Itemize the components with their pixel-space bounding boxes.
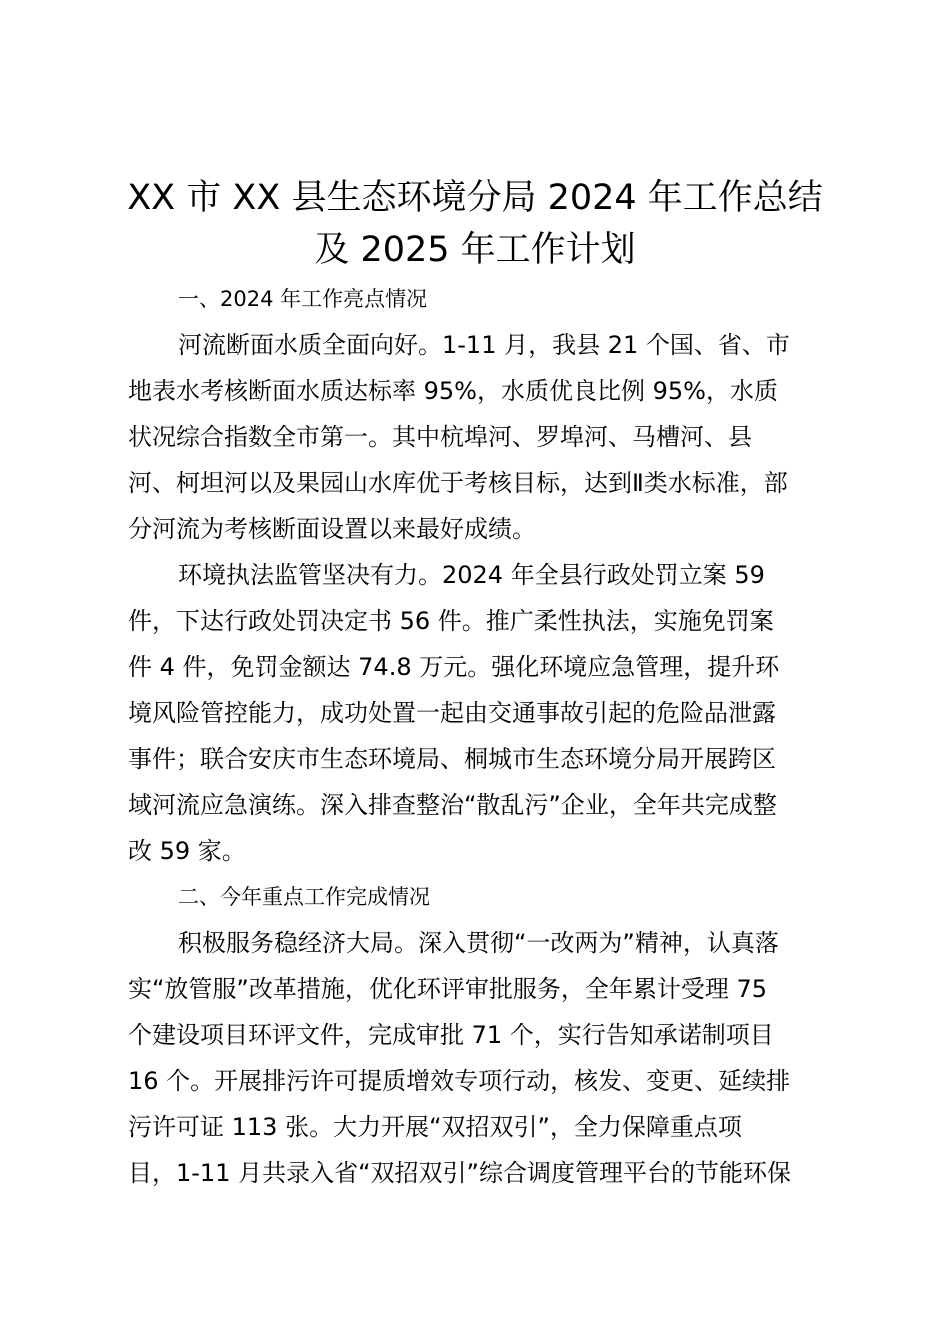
paragraph-line: 河、柯坦河以及果园山水库优于考核目标，达到Ⅱ类水标准，部	[128, 469, 788, 497]
paragraph-line: 河流断面水质全面向好。1-11 月，我县 21 个国、省、市	[178, 331, 790, 359]
document-body	[128, 276, 838, 1196]
title-line-2: 及 2025 年工作计划	[314, 230, 636, 270]
paragraph-line: 地表水考核断面水质达标率 95%，水质优良比例 95%，水质	[128, 377, 778, 405]
paragraph-line: 目，1-11 月共录入省“双招双引”综合调度管理平台的节能环保	[128, 1159, 791, 1187]
document-title	[100, 172, 850, 276]
paragraph-line: 件，下达行政处罚决定书 56 件。推广柔性执法，实施免罚案	[128, 607, 774, 635]
paragraph-line: 状况综合指数全市第一。其中杭埠河、罗埠河、马槽河、县	[128, 423, 752, 451]
paragraph-line: 实“放管服”改革措施，优化环评审批服务，全年累计受理 75	[128, 975, 768, 1003]
paragraph-line: 污许可证 113 张。大力开展“双招双引”，全力保障重点项	[128, 1113, 742, 1141]
paragraph-line: 分河流为考核断面设置以来最好成绩。	[128, 515, 536, 543]
paragraph-line: 个建设项目环评文件，完成审批 71 个，实行告知承诺制项目	[128, 1021, 774, 1049]
section-heading-2: 二、今年重点工作完成情况	[178, 885, 430, 909]
section-heading-1: 一、2024 年工作亮点情况	[178, 287, 428, 311]
paragraph-line: 改 59 家。	[128, 837, 246, 865]
paragraph-line: 16 个。开展排污许可提质增效专项行动，核发、变更、延续排	[128, 1067, 791, 1095]
paragraph-line: 环境执法监管坚决有力。2024 年全县行政处罚立案 59	[178, 561, 765, 589]
paragraph-line: 境风险管控能力，成功处置一起由交通事故引起的危险品泄露	[128, 699, 776, 727]
paragraph-line: 事件；联合安庆市生态环境局、桐城市生态环境分局开展跨区	[128, 745, 776, 773]
title-line-1: XX 市 XX 县生态环境分局 2024 年工作总结	[127, 178, 823, 218]
paragraph-line: 积极服务稳经济大局。深入贯彻“一改两为”精神，认真落	[178, 929, 779, 957]
paragraph-line: 件 4 件，免罚金额达 74.8 万元。强化环境应急管理，提升环	[128, 653, 780, 681]
paragraph-line: 域河流应急演练。深入排查整治“散乱污”企业，全年共完成整	[128, 791, 777, 819]
